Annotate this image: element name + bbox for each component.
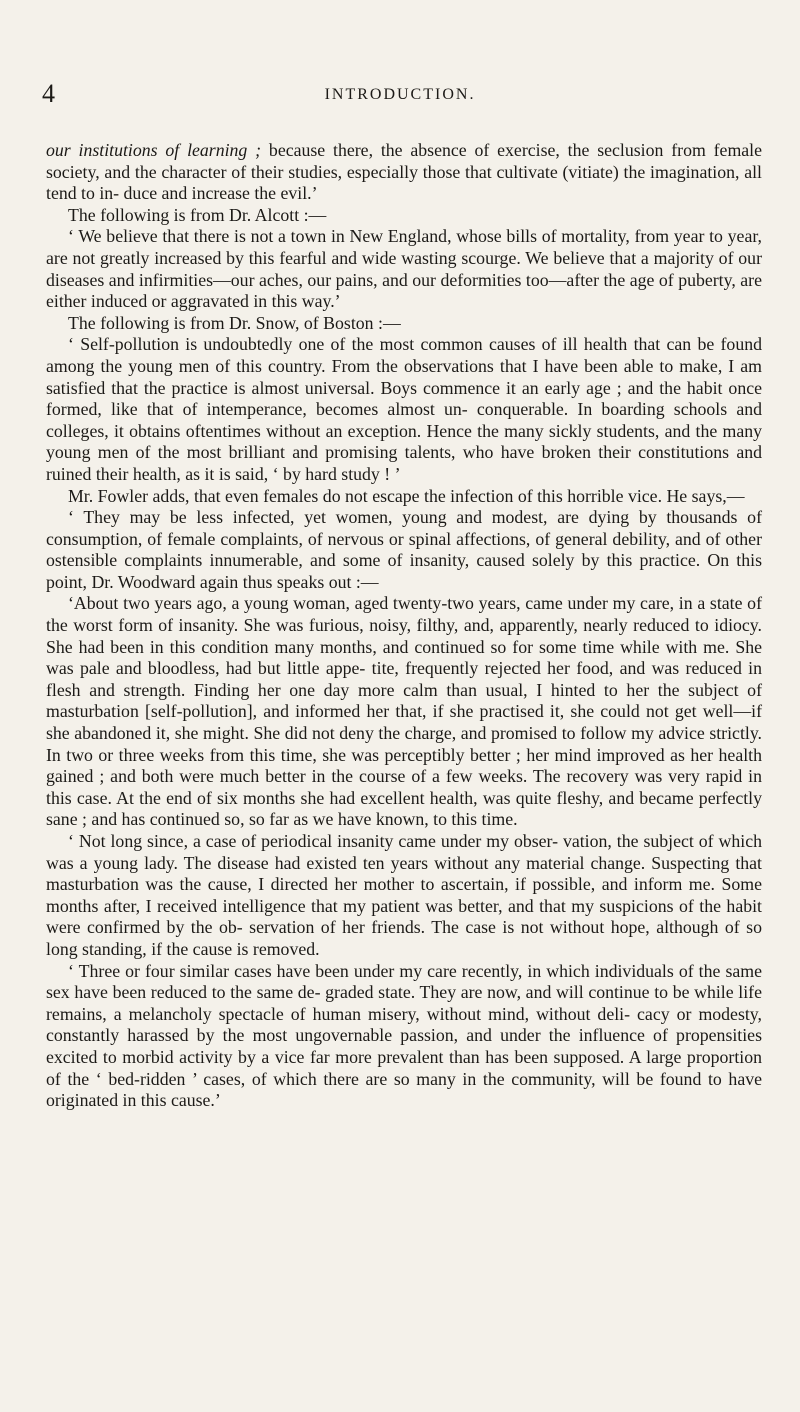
page-number: 4 — [42, 79, 55, 108]
paragraph-6: Mr. Fowler adds, that even females do not escape the infection of this horrible vice. He says,— — [68, 485, 745, 506]
paragraph-5: ‘ Self-pollution is undoubtedly one of the most common causes of ill health that can be found among the young men of this country. From the observations that I have been able to make, I am satisfied that the practice is almost universal. Boys commence it an early age ; and the habit once formed, like that of intemperance, becomes almost un- conquerable. In boarding schools and colleges, it obtains oftentimes without an exception. Hence the many sickly students, and the many young men of the most brilliant and promising talents, who have broken their constitutions and ruined their health, as it is said, ‘ by hard study ! ’ — [46, 334, 762, 484]
paragraph-9: ‘ Not long since, a case of periodical insanity came under my obser- vation, the subject of which was a young lady. The disease had existed ten years without any material change. Suspecting that masturbation was the cause, I directed her mother to ascertain, if possible, and inform me. Some months after, I received intelligence that my patient was better, and that my suspicions of the habit were confirmed by the ob- servation of her friends. The case is not without hope, although of so long standing, if the cause is removed. — [46, 831, 762, 959]
italic-phrase: our institutions of learning ; — [46, 140, 262, 160]
running-head: INTRODUCTION. — [324, 86, 476, 103]
paragraph-10: ‘ Three or four similar cases have been under my care recently, in which individuals of the same sex have been reduced to the same de- graded state. They are now, and will continue to be while life remains, a melancholy spectacle of human misery, without mind, without deli- cacy or modesty, constantly harassed by the most ungovernable passion, and under the influence of propensities excited to morbid activity by a vice far more prevalent than has been supposed. A large proportion of the ‘ bed-ridden ’ cases, of which there are so many in the community, will be found to have originated in this cause.’ — [46, 960, 762, 1111]
paragraph-4: The following is from Dr. Snow, of Boston :— — [68, 312, 401, 333]
paragraph-7: ‘ They may be less infected, yet women, young and modest, are dying by thousands of consumption, of female complaints, of nervous or spinal affections, of general debility, and of other ostensible complaints innumerable, and some of insanity, caused solely by this practice. On this point, Dr. Woodward again thus speaks out :— — [46, 507, 762, 592]
paragraph-1: our institutions of learning ; because there, the absence of exercise, the seclusion from female society, and the character of their studies, especially those that cultivate (vitiate) the imagination, all tend to in- duce and increase the evil.’ — [46, 140, 762, 204]
page-body — [46, 140, 762, 1112]
paragraph-8: ‘About two years ago, a young woman, aged twenty-two years, came under my care, in a state of the worst form of insanity. She was furious, noisy, filthy, and, apparently, nearly reduced to idiocy. She had been in this condition many months, and continued so for some time while with me. She was pale and bloodless, had but little appe- tite, frequently rejected her food, and was reduced in flesh and strength. Finding her one day more calm than usual, I hinted to her the subject of masturbation [self-pollution], and informed her that, if she practised it, she could not get well—if she abandoned it, she might. She did not deny the charge, and promised to follow my advice strictly. In two or three weeks from this time, she was perceptibly better ; her mind improved as her health gained ; and both were much better in the course of a few weeks. The recovery was very rapid in this case. At the end of six months she had excellent health, was quite fleshy, and became perfectly sane ; and has continued so, so far as we have known, to this time. — [46, 593, 762, 830]
paragraph-3: ‘ We believe that there is not a town in New England, whose bills of mortality, from year to year, are not greatly increased by this fearful and wide wasting scourge. We believe that a majority of our diseases and infirmities—our aches, our pains, and our deformities too—after the age of puberty, are either induced or aggravated in this way.’ — [46, 226, 762, 312]
paragraph-2: The following is from Dr. Alcott :— — [68, 204, 327, 225]
